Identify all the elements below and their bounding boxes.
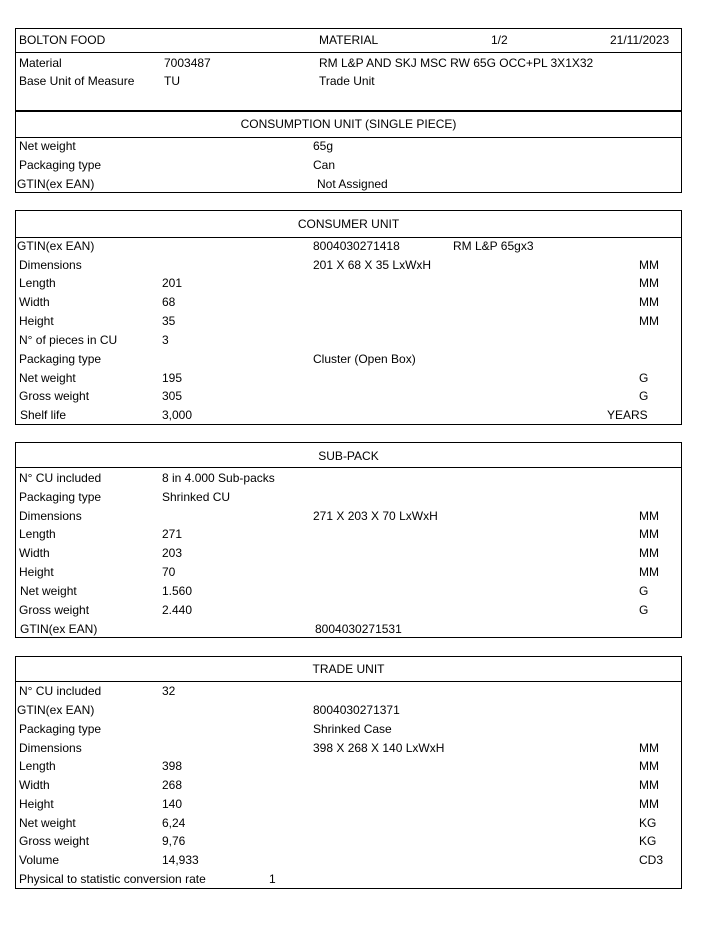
sub-pack-title: SUB-PACK	[318, 449, 379, 463]
tu-volume-label: Volume	[19, 853, 60, 867]
trade-unit-title: TRADE UNIT	[312, 662, 385, 676]
tu-height-unit: MM	[639, 797, 659, 811]
cu-width-unit: MM	[639, 295, 659, 309]
cu-shelf-life-value: 3,000	[162, 408, 193, 422]
sp-packaging-value: Shrinked CU	[162, 490, 231, 504]
sp-cu-included-label: N° CU included	[19, 471, 102, 485]
sp-dimensions-label: Dimensions	[19, 509, 82, 523]
sp-length-unit: MM	[639, 527, 659, 541]
tu-net-weight-unit: KG	[639, 816, 657, 830]
tu-conversion-value: 1	[269, 872, 276, 886]
cons-packaging-label: Packaging type	[19, 158, 102, 172]
cons-net-weight-label: Net weight	[19, 139, 76, 153]
tu-dimensions-unit: MM	[639, 741, 659, 755]
tu-cu-included-label: N° CU included	[19, 684, 102, 698]
cu-dimensions-unit: MM	[639, 258, 659, 272]
tu-volume-value: 14,933	[162, 853, 199, 867]
sp-dimensions-unit: MM	[639, 509, 659, 523]
trade-unit-section	[15, 656, 682, 889]
cu-length-unit: MM	[639, 276, 659, 290]
tu-conversion-label: Physical to statistic conversion rate	[19, 872, 206, 886]
tu-width-value: 268	[162, 778, 183, 792]
cu-width-label: Width	[19, 295, 50, 309]
document-date: 21/11/2023	[610, 33, 670, 47]
cu-gross-weight-unit: G	[639, 389, 649, 403]
sp-width-unit: MM	[639, 546, 659, 560]
trade-unit-divider	[15, 681, 682, 682]
tu-gtin-label: GTIN(ex EAN)	[17, 703, 95, 717]
tu-net-weight-label: Net weight	[19, 816, 76, 830]
cu-gtin-value: 8004030271418	[313, 239, 400, 253]
cu-pieces-label: N° of pieces in CU	[19, 333, 118, 347]
cu-width-value: 68	[162, 295, 176, 309]
cu-length-value: 201	[162, 276, 183, 290]
sp-height-unit: MM	[639, 565, 659, 579]
sp-net-weight-unit: G	[639, 584, 649, 598]
sp-width-value: 203	[162, 546, 183, 560]
company-name: BOLTON FOOD	[19, 33, 106, 47]
cu-length-label: Length	[19, 276, 56, 290]
tu-net-weight-value: 6,24	[162, 816, 186, 830]
material-description: RM L&P AND SKJ MSC RW 65G OCC+PL 3X1X32	[319, 56, 594, 70]
sp-height-value: 70	[162, 565, 176, 579]
cu-height-label: Height	[19, 314, 54, 328]
sp-length-value: 271	[162, 527, 183, 541]
cu-net-weight-unit: G	[639, 371, 649, 385]
tu-gross-weight-value: 9,76	[162, 834, 186, 848]
sp-gtin-value: 8004030271531	[315, 622, 402, 636]
tu-volume-unit: CD3	[639, 853, 664, 867]
tu-height-value: 140	[162, 797, 183, 811]
tu-gross-weight-label: Gross weight	[19, 834, 90, 848]
cu-height-value: 35	[162, 314, 176, 328]
tu-length-value: 398	[162, 759, 183, 773]
cons-gtin-value: Not Assigned	[317, 177, 388, 191]
sub-pack-divider	[15, 467, 682, 468]
cu-net-weight-label: Net weight	[19, 371, 76, 385]
sp-gross-weight-value: 2.440	[162, 603, 193, 617]
cu-gross-weight-label: Gross weight	[19, 389, 90, 403]
cons-packaging-value: Can	[313, 158, 336, 172]
tu-width-unit: MM	[639, 778, 659, 792]
cu-gross-weight-value: 305	[162, 389, 183, 403]
tu-gtin-value: 8004030271371	[313, 703, 400, 717]
cu-shelf-life-label: Shelf life	[20, 408, 67, 422]
cu-gtin-label: GTIN(ex EAN)	[17, 239, 95, 253]
consumer-unit-divider	[15, 237, 682, 238]
base-unit-code: TU	[164, 74, 180, 88]
cu-dimensions-value: 201 X 68 X 35 LxWxH	[313, 258, 432, 272]
base-unit-description: Trade Unit	[319, 74, 375, 88]
sp-length-label: Length	[19, 527, 56, 541]
page-number: 1/2	[491, 33, 508, 47]
cons-net-weight-value: 65g	[313, 139, 334, 153]
sp-packaging-label: Packaging type	[19, 490, 102, 504]
consumer-unit-title: CONSUMER UNIT	[297, 217, 400, 231]
material-code: 7003487	[164, 56, 211, 70]
cu-net-weight-value: 195	[162, 371, 183, 385]
consumption-unit-title: CONSUMPTION UNIT (SINGLE PIECE)	[240, 117, 457, 131]
tu-dimensions-value: 398 X 268 X 140 LxWxH	[313, 741, 445, 755]
sp-gross-weight-unit: G	[639, 603, 649, 617]
sp-cu-included-value: 8 in 4.000 Sub-packs	[162, 471, 275, 485]
tu-dimensions-label: Dimensions	[19, 741, 82, 755]
cu-packaging-label: Packaging type	[19, 352, 102, 366]
base-unit-label: Base Unit of Measure	[19, 74, 135, 88]
tu-packaging-label: Packaging type	[19, 722, 102, 736]
sp-width-label: Width	[19, 546, 50, 560]
sp-gtin-label: GTIN(ex EAN)	[20, 622, 98, 636]
cu-dimensions-label: Dimensions	[19, 258, 82, 272]
tu-cu-included-value: 32	[162, 684, 176, 698]
sp-dimensions-value: 271 X 203 X 70 LxWxH	[313, 509, 438, 523]
document-type: MATERIAL	[319, 33, 379, 47]
tu-packaging-value: Shrinked Case	[313, 722, 392, 736]
cu-pieces-value: 3	[162, 333, 169, 347]
cu-shelf-life-unit: YEARS	[607, 408, 648, 422]
tu-length-unit: MM	[639, 759, 659, 773]
cu-gtin-description: RM L&P 65gx3	[453, 239, 534, 253]
tu-width-label: Width	[19, 778, 50, 792]
consumption-unit-divider	[15, 137, 682, 138]
sp-gross-weight-label: Gross weight	[19, 603, 90, 617]
header-divider	[15, 52, 682, 53]
sp-net-weight-label: Net weight	[20, 584, 77, 598]
tu-height-label: Height	[19, 797, 54, 811]
tu-length-label: Length	[19, 759, 56, 773]
sub-pack-section	[15, 442, 682, 638]
sp-height-label: Height	[19, 565, 54, 579]
material-label: Material	[19, 56, 62, 70]
cons-gtin-label: GTIN(ex EAN)	[17, 177, 95, 191]
cu-packaging-value: Cluster (Open Box)	[313, 352, 416, 366]
cu-height-unit: MM	[639, 314, 659, 328]
sp-net-weight-value: 1.560	[162, 584, 193, 598]
tu-gross-weight-unit: KG	[639, 834, 657, 848]
